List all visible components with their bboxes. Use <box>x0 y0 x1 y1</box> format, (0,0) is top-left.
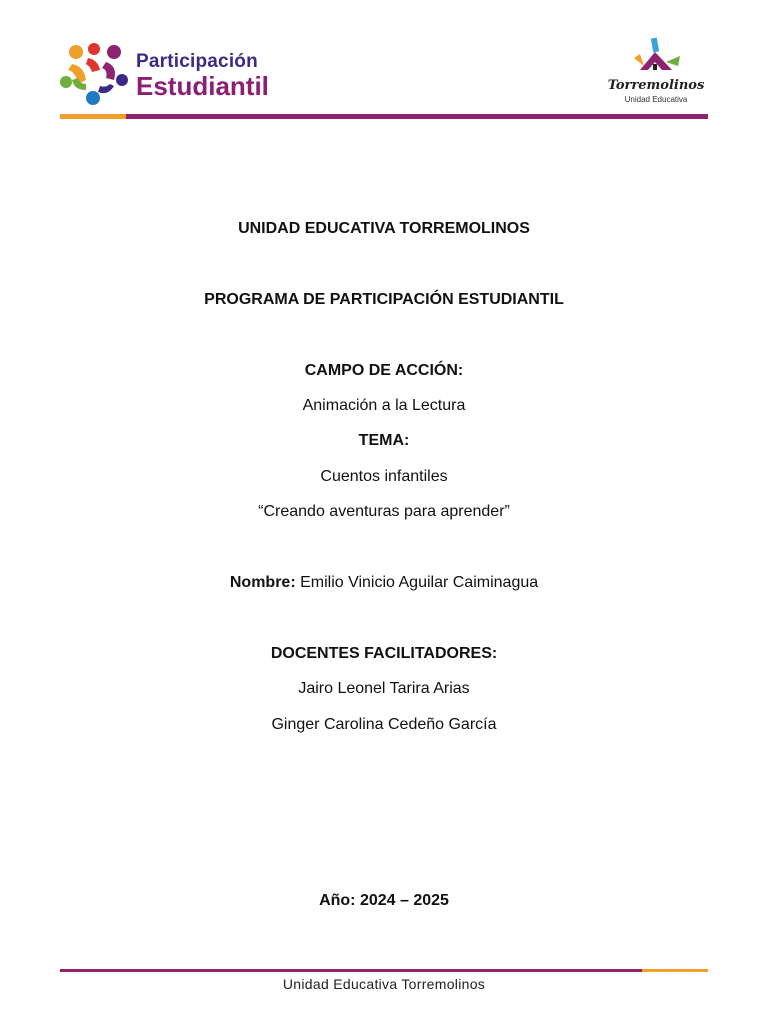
student-name-line <box>0 573 768 593</box>
participation-brand <box>136 52 269 100</box>
header-divider <box>60 114 708 119</box>
brand-line-2: Estudiantil <box>136 71 269 101</box>
program-title: PROGRAMA DE PARTICIPACIÓN ESTUDIANTIL <box>204 291 564 308</box>
school-logo-subtitle: Unidad Educativa <box>624 95 688 104</box>
topic-subtitle: “Creando aventuras para aprender” <box>258 503 510 520</box>
institution-title: UNIDAD EDUCATIVA TORREMOLINOS <box>238 220 530 237</box>
footer-divider <box>60 969 708 972</box>
teacher-name: Ginger Carolina Cedeño García <box>271 716 497 733</box>
topic-value: Cuentos infantiles <box>320 468 448 485</box>
name-label: Nombre: <box>229 574 296 591</box>
teachers-heading: DOCENTES FACILITADORES: <box>270 645 498 662</box>
footer-institution: Unidad Educativa Torremolinos <box>282 976 486 992</box>
teacher-name: Jairo Leonel Tarira Arias <box>298 680 470 697</box>
academic-year: Año: 2024 – 2025 <box>319 892 449 909</box>
field-value: Animación a la Lectura <box>302 397 466 414</box>
field-heading: CAMPO DE ACCIÓN: <box>304 362 464 379</box>
page-header <box>0 0 768 125</box>
school-logo-name: Torremolinos <box>607 78 705 93</box>
name-value: Emilio Vinicio Aguilar Caiminagua <box>295 574 539 591</box>
topic-heading: TEMA: <box>358 432 410 449</box>
participation-people-logo-icon <box>56 40 136 110</box>
brand-line-1: Participación <box>136 51 258 72</box>
